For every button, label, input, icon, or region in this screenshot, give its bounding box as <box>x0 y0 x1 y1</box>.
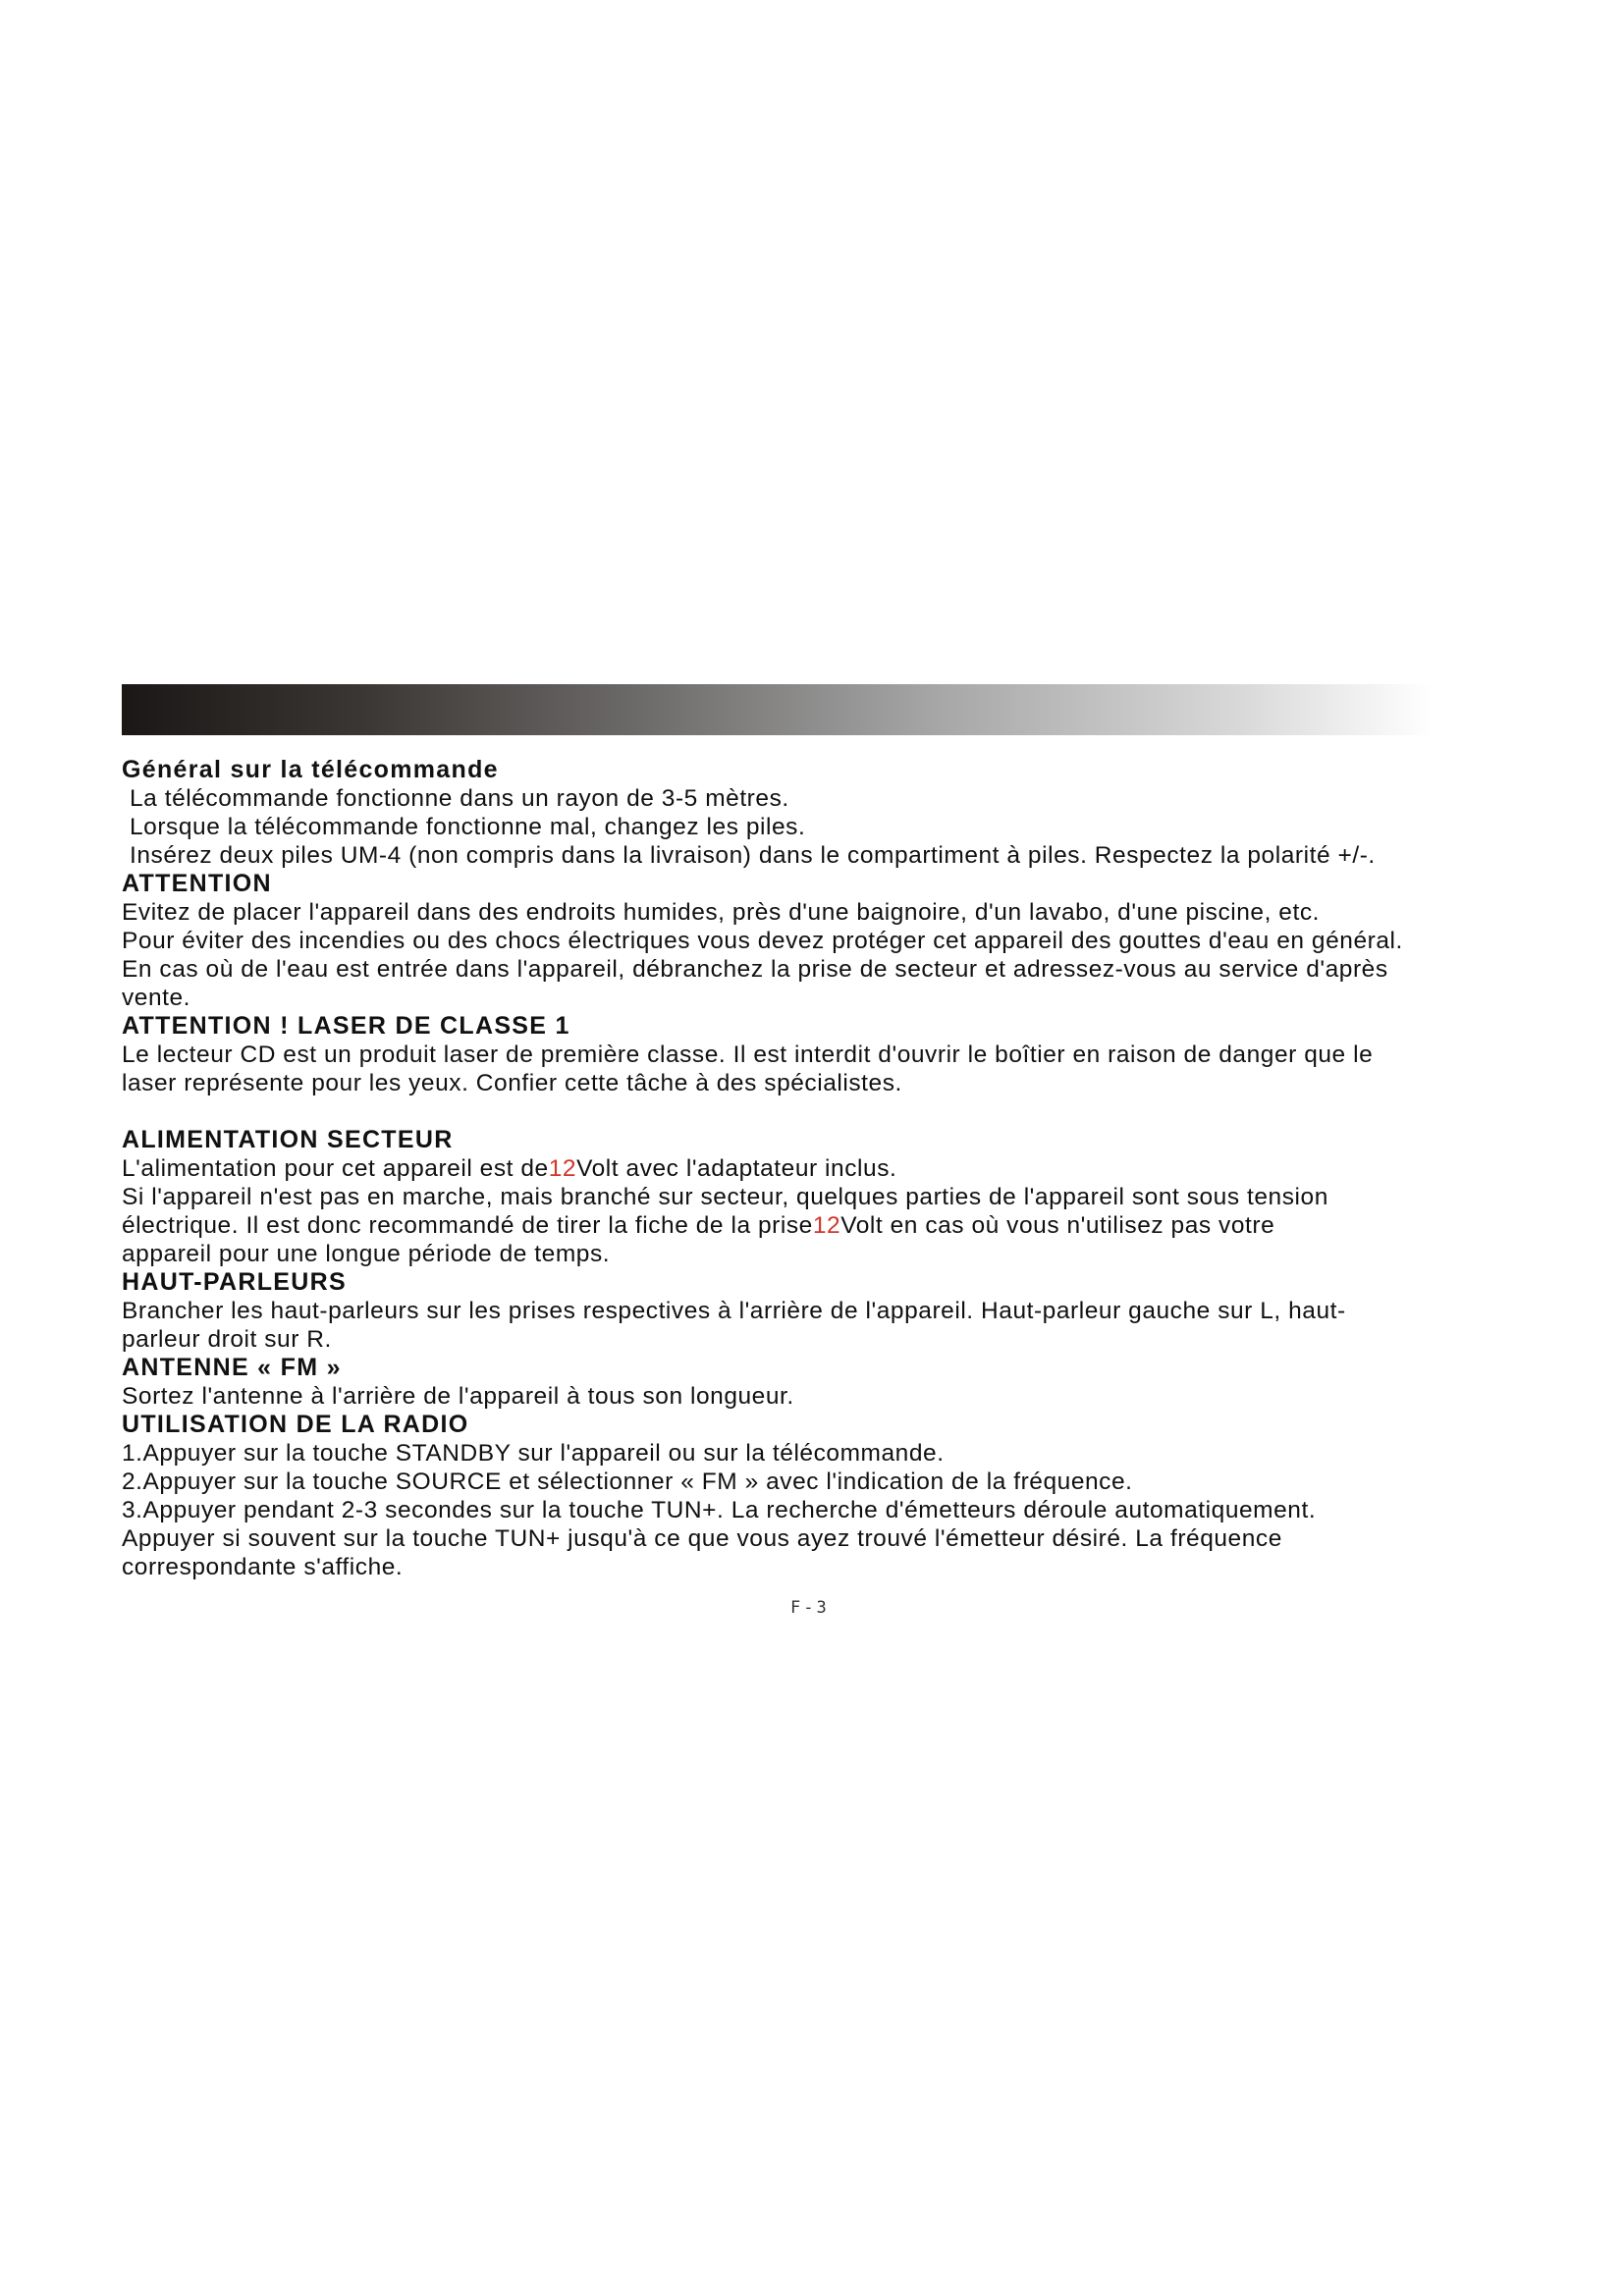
section-title-antenna: ANTENNE « FM » <box>122 1354 342 1381</box>
radio-line-5: correspondante s'affiche. <box>122 1554 404 1580</box>
power-line-1-end: Volt avec l'adaptateur inclus. <box>576 1155 897 1182</box>
attention-line-3: En cas où de l'eau est entrée dans l'appareil, débranchez la prise de secteur et adressez-vous au service d'après <box>122 956 1388 983</box>
radio-line-2: 2.Appuyer sur la touche SOURCE et sélectionner « FM » avec l'indication de la fréquence. <box>122 1468 1133 1495</box>
power-line-4: appareil pour une longue période de temps. <box>122 1241 611 1267</box>
header-gradient-banner <box>122 684 1434 735</box>
section-title-attention: ATTENTION <box>122 870 272 897</box>
radio-line-4: Appuyer si souvent sur la touche TUN+ jusqu'à ce que vous ayez trouvé l'émetteur désiré. La fréquence <box>122 1525 1282 1552</box>
speakers-line-1: Brancher les haut-parleurs sur les prises respectives à l'arrière de l'appareil. Haut-parleur gauche sur L, haut- <box>122 1298 1346 1324</box>
attention-line-4: vente. <box>122 985 191 1011</box>
section-title-power: ALIMENTATION SECTEUR <box>122 1126 454 1153</box>
power-line-2: Si l'appareil n'est pas en marche, mais branché sur secteur, quelques parties de l'appareil sont sous tension <box>122 1184 1328 1210</box>
attention-line-2: Pour éviter des incendies ou des chocs électriques vous devez protéger cet appareil des gouttes d'eau en général. <box>122 928 1403 954</box>
radio-line-3: 3.Appuyer pendant 2-3 secondes sur la touche TUN+. La recherche d'émetteurs déroule automatiquement. <box>122 1497 1317 1523</box>
remote-line-2: Lorsque la télécommande fonctionne mal, changez les piles. <box>130 814 806 840</box>
section-title-remote: Général sur la télécommande <box>122 756 499 783</box>
radio-line-1: 1.Appuyer sur la touche STANDBY sur l'appareil ou sur la télécommande. <box>122 1440 945 1467</box>
section-title-speakers: HAUT-PARLEURS <box>122 1268 347 1296</box>
antenna-line-1: Sortez l'antenne à l'arrière de l'appareil à tous son longueur. <box>122 1383 794 1410</box>
attention-line-1: Evitez de placer l'appareil dans des endroits humides, près d'une baignoire, d'un lavabo, d'une piscine, etc. <box>122 899 1320 926</box>
power-line-3-start: électrique. Il est donc recommandé de tirer la fiche de la prise <box>122 1212 813 1239</box>
power-line-1 <box>122 1154 1565 1183</box>
section-title-laser: ATTENTION ! LASER DE CLASSE 1 <box>122 1012 570 1040</box>
power-line-1-start: L'alimentation pour cet appareil est de <box>122 1155 549 1182</box>
manual-content <box>122 756 1565 1581</box>
section-title-radio: UTILISATION DE LA RADIO <box>122 1411 469 1438</box>
section-spacer <box>122 1097 1565 1126</box>
remote-line-1: La télécommande fonctionne dans un rayon de 3-5 mètres. <box>130 785 789 812</box>
plug-voltage-value: 12 <box>812 1212 841 1239</box>
remote-line-3: Insérez deux piles UM-4 (non compris dans la livraison) dans le compartiment à piles. Respectez la polarité +/-. <box>130 842 1376 869</box>
power-line-3 <box>122 1211 1565 1240</box>
speakers-line-2: parleur droit sur R. <box>122 1326 332 1353</box>
laser-line-1: Le lecteur CD est un produit laser de première classe. Il est interdit d'ouvrir le boîtier en raison de danger que le <box>122 1041 1374 1068</box>
voltage-value: 12 <box>548 1155 577 1182</box>
laser-line-2: laser représente pour les yeux. Confier cette tâche à des spécialistes. <box>122 1070 902 1096</box>
power-line-3-end: Volt en cas où vous n'utilisez pas votre <box>840 1212 1275 1239</box>
page-number: F-3 <box>790 1598 830 1618</box>
